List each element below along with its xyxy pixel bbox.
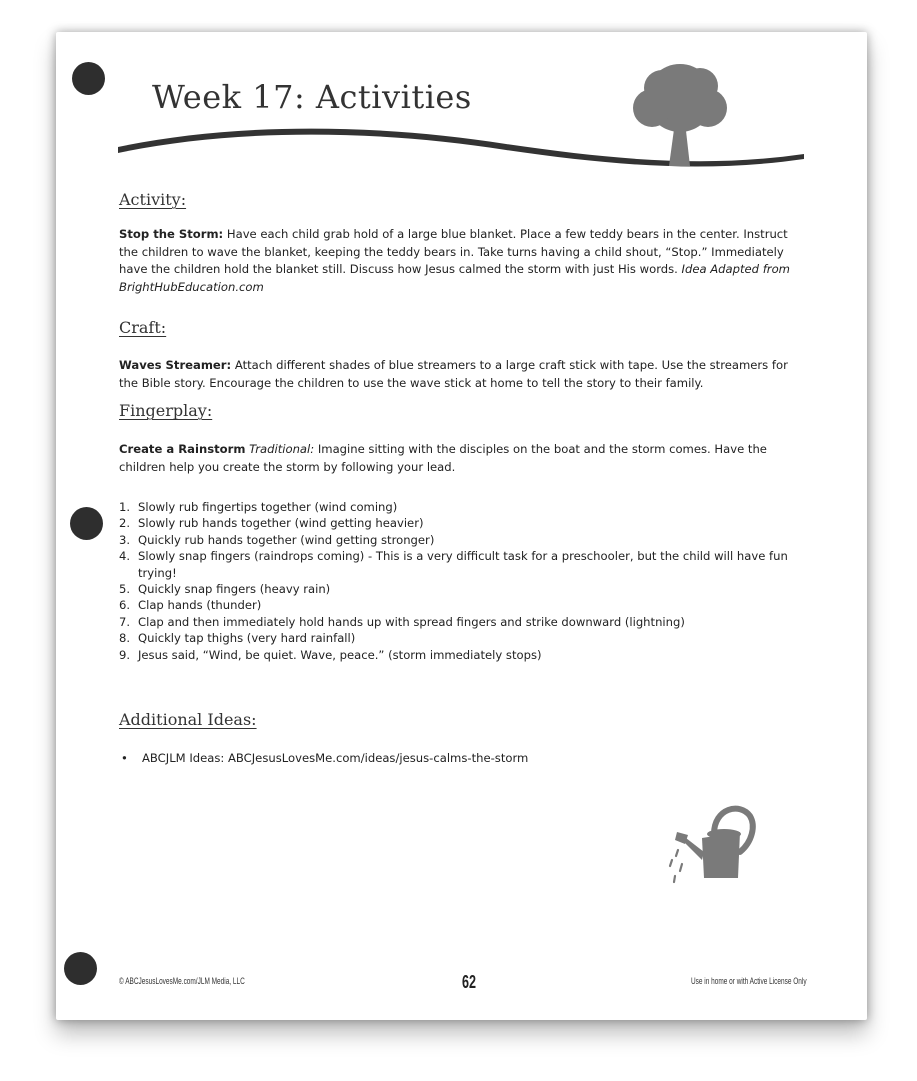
step-item: [119, 597, 809, 613]
step-item: [119, 630, 809, 646]
page-number: 62: [461, 972, 477, 992]
binder-hole-middle: [70, 507, 103, 540]
step-text: Quickly snap fingers (heavy rain): [138, 582, 331, 597]
step-number: 9.: [119, 647, 131, 662]
fingerplay-tag: Traditional:: [245, 442, 315, 456]
craft-heading: Craft:: [119, 318, 167, 337]
worksheet-page: [56, 32, 867, 1020]
craft-body: Attach different shades of blue streamers to a large craft stick with tape. Use the streamers for the Bible story. Encourage the children to use the wave stick at home to tell the story to their family.: [119, 358, 788, 390]
additional-ideas-heading: Additional Ideas:: [119, 710, 257, 729]
step-number: 3.: [119, 532, 131, 547]
step-text: Quickly rub hands together (wind getting stronger): [138, 532, 435, 547]
list-item-text: ABCJLM Ideas: ABCJesusLovesMe.com/ideas/jesus-calms-the-storm: [142, 751, 529, 765]
step-item: [119, 548, 809, 581]
step-text: Clap and then immediately hold hands up with spread fingers and strike downward (lightning): [138, 614, 685, 629]
tree-icon: [633, 64, 727, 166]
step-text: Jesus said, “Wind, be quiet. Wave, peace.” (storm immediately stops): [138, 647, 542, 662]
fingerplay-lead: Create a Rainstorm: [119, 442, 246, 456]
watering-can-icon: [668, 794, 768, 894]
header-wave-line: [118, 129, 804, 167]
page-title: Week 17: Activities: [152, 78, 472, 116]
step-item: [119, 532, 809, 548]
bullet-mark: •: [121, 751, 128, 765]
fingerplay-body: Imagine sitting with the disciples on the boat and the storm comes. Have the children help you create the storm by following your lead.: [119, 442, 767, 474]
binder-hole-bottom: [64, 952, 97, 985]
step-number: 2.: [119, 516, 131, 531]
activity-lead: Stop the Storm:: [119, 227, 224, 241]
step-number: 6.: [119, 598, 131, 613]
step-item: [119, 515, 809, 531]
activity-source: Idea Adapted from BrightHubEducation.com: [119, 262, 790, 294]
fingerplay-paragraph: [119, 441, 805, 476]
step-number: 4.: [119, 549, 131, 564]
step-item: [119, 581, 809, 597]
craft-lead: Waves Streamer:: [119, 358, 232, 372]
fingerplay-steps: [119, 499, 809, 663]
step-text: Clap hands (thunder): [138, 598, 262, 613]
list-item: [119, 750, 528, 767]
fingerplay-heading: Fingerplay:: [119, 401, 213, 420]
activity-body: Have each child grab hold of a large blue blanket. Place a few teddy bears in the center. Instruct the children to wave the blanket, keeping the teddy bears in. Take turns having a child shout, “Stop.” Immediately have the children hold the blanket still. Discuss how Jesus calmed the storm with just His words.: [119, 227, 788, 276]
footer-copyright: © ABCJesusLovesMe.com/JLM Media, LLC: [119, 976, 245, 986]
step-number: 7.: [119, 614, 131, 629]
craft-paragraph: [119, 357, 805, 392]
step-number: 5.: [119, 582, 131, 597]
step-text: Slowly rub hands together (wind getting heavier): [138, 516, 424, 531]
header-art: [56, 32, 867, 212]
step-number: 8.: [119, 631, 131, 646]
activity-heading: Activity:: [119, 190, 187, 209]
step-text: Quickly tap thighs (very hard rainfall): [138, 631, 356, 646]
step-text: Slowly snap fingers (raindrops coming) - This is a very difficult task for a preschooler, but the child will have fun trying!: [138, 549, 788, 580]
additional-ideas-list: [119, 750, 528, 767]
step-text: Slowly rub fingertips together (wind coming): [138, 500, 398, 514]
step-item: [119, 614, 809, 630]
step-item: [119, 647, 809, 663]
footer-license: Use in home or with Active License Only: [691, 976, 807, 986]
step-number: 1.: [119, 500, 131, 514]
step-item: [119, 499, 809, 515]
activity-paragraph: [119, 226, 805, 296]
